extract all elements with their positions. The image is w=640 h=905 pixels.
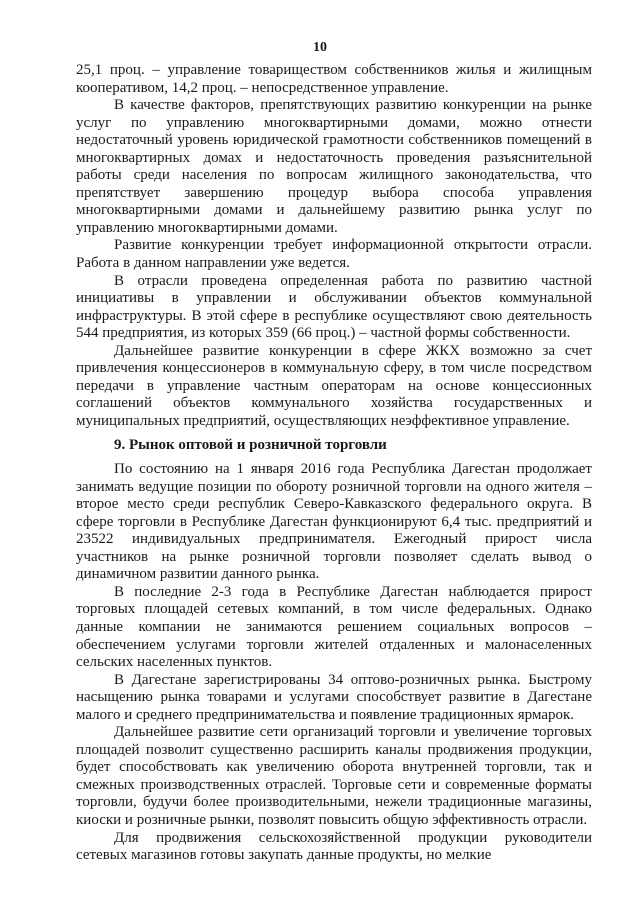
section-heading: 9. Рынок оптовой и розничной торговли: [114, 437, 387, 454]
paragraph: В последние 2-3 года в Республике Дагестан наблюдается прирост торговых площадей сетевых компаний, в том числе федеральных. Однако данные компании не занимаются решением социальных вопросов – обеспечением услугами торговли жителей отдаленных и малонаселенных сельских населенных пунктов.: [76, 583, 592, 671]
paragraph: Дальнейшее развитие конкуренции в сфере ЖКХ возможно за счет привлечения концессионеров в коммунальную сферу, в том числе посредством передачи в управление частным операторам на основе концессионных соглашений объектов коммунального хозяйства государственных и муниципальных предприятий, осуществляющих неэффективное управление.: [76, 342, 592, 429]
paragraph: По состоянию на 1 января 2016 года Республика Дагестан продолжает занимать ведущие позиции по обороту розничной торговли на одного жителя – второе место среди республик Северо-Кавказского федерального округа. В сфере торговли в Республике Дагестан функционируют 6,4 тыс. предприятий и 23522 индивидуальных предпринимателя. Ежегодный прирост числа участников на рынке розничной торговли позволяет сделать вывод о динамичном развитии данного рынка.: [76, 461, 592, 583]
paragraph: Для продвижения сельскохозяйственной продукции руководители сетевых магазинов готовы закупать данные продукты, но мелкие: [76, 829, 592, 864]
page-body: [76, 62, 592, 865]
paragraph: Дальнейшее развитие сети организаций торговли и увеличение торговых площадей позволит существенно расширить каналы продвижения продукции, будет способствовать как увеличению оборота внутренней торговли, так и смежных производственных отраслей. Торговые сети и современные форматы торговли, будучи более производительными, нежели традиционные магазины, киоски и розничные рынки, позволят повысить общую эффективность отрасли.: [76, 724, 592, 828]
paragraph: В отрасли проведена определенная работа по развитию частной инициативы в управлении и обслуживании объектов коммунальной инфраструктуры. В этой сфере в республике осуществляют свою деятельность 544 предприятия, из которых 359 (66 проц.) – частной формы собственности.: [76, 272, 592, 342]
paragraph: 25,1 проц. – управление товариществом собственников жилья и жилищным кооперативом, 14,2 проц. – непосредственное управление.: [76, 62, 592, 96]
page-number: 10: [313, 40, 327, 55]
paragraph: Развитие конкуренции требует информационной открытости отрасли. Работа в данном направлении уже ведется.: [76, 237, 592, 272]
paragraph: В качестве факторов, препятствующих развитию конкуренции на рынке услуг по управлению многоквартирными домами, можно отнести недостаточный уровень юридической грамотности собственников помещений в многоквартирных домах и недостаточность проведения разъяснительной работы среди населения по вопросам жилищного законодательства, что препятствует завершению процедур выбора способа управления многоквартирными домами и дальнейшему развитию рынка услуг по управлению многоквартирными домами.: [76, 97, 592, 236]
paragraph: В Дагестане зарегистрированы 34 оптово-розничных рынка. Быстрому насыщению рынка товарами и услугами способствует развитие в Дагестане малого и среднего предпринимательства и появление традиционных ярмарок.: [76, 671, 592, 723]
